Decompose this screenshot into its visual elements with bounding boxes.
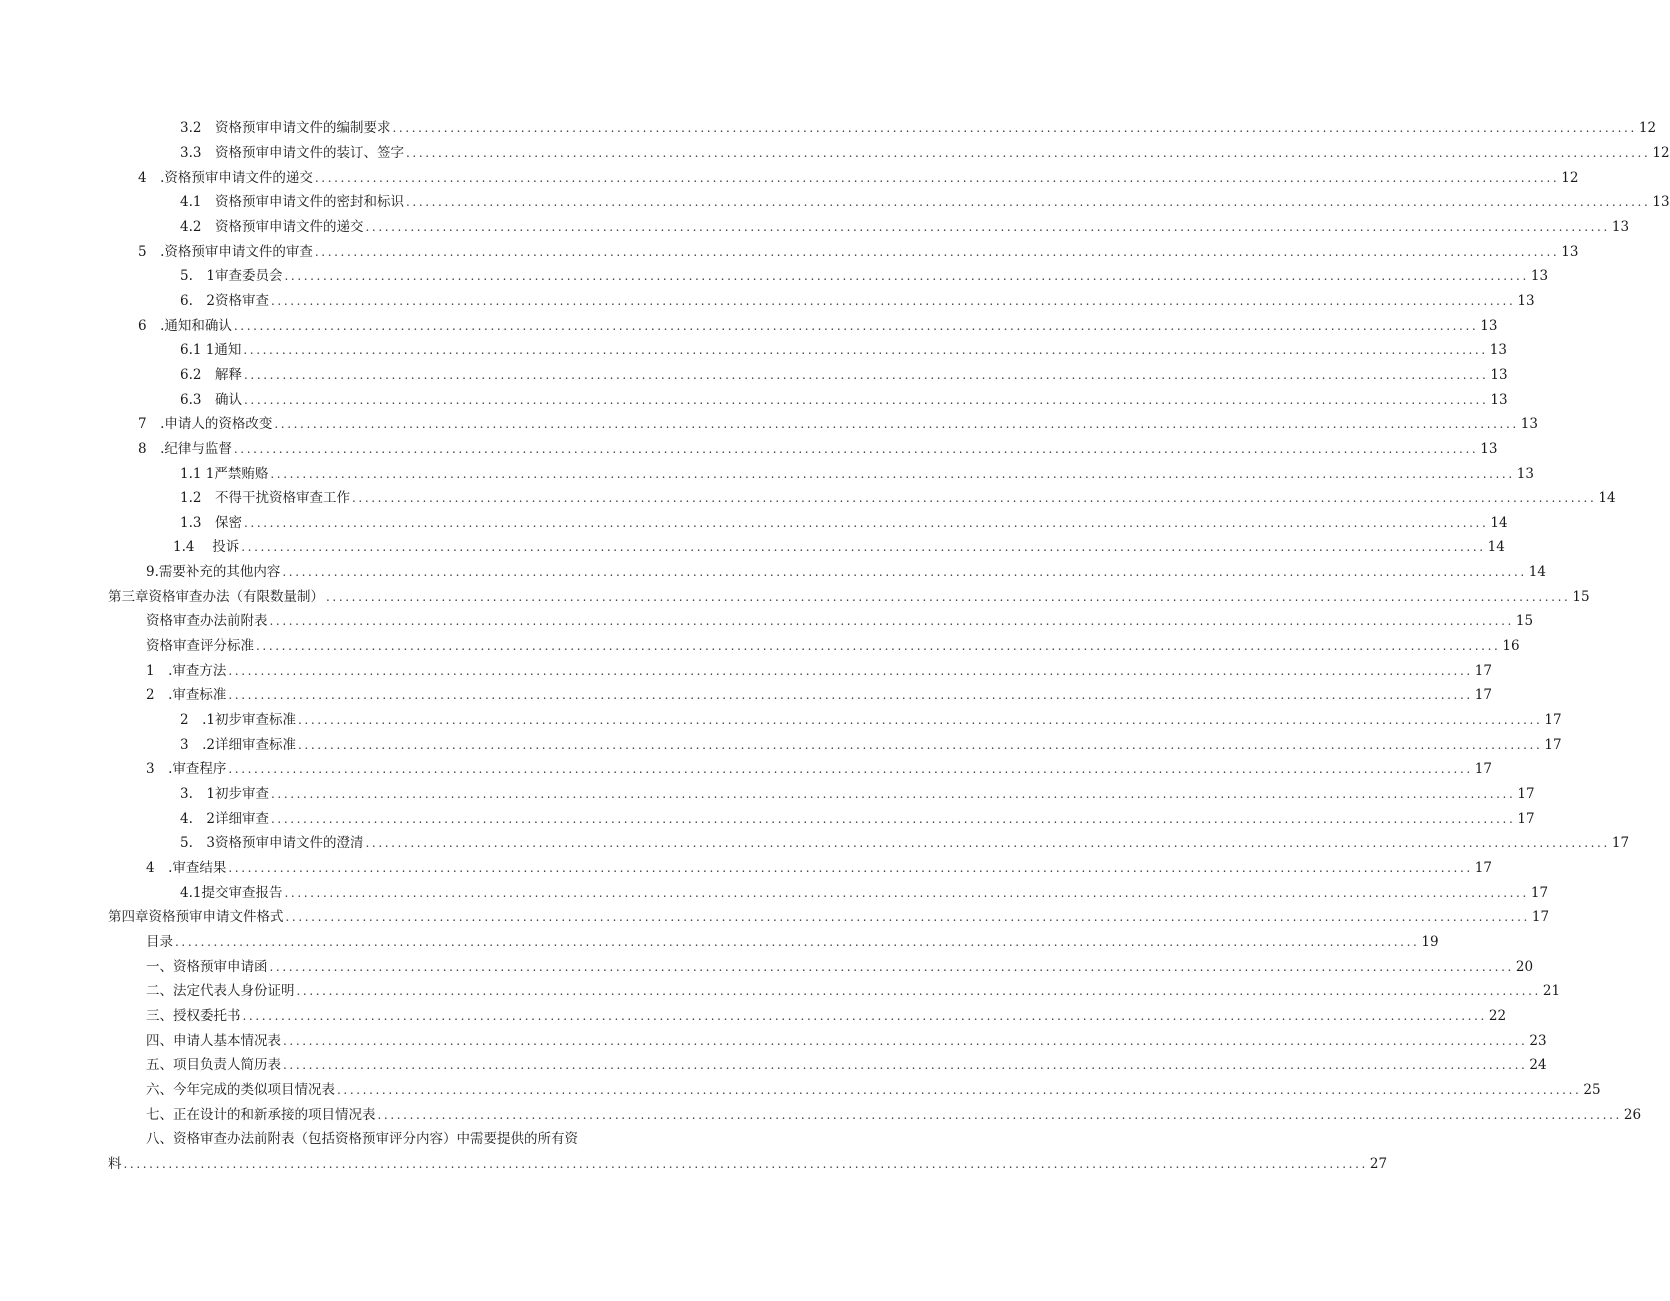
toc-entry[interactable] [180,265,1549,285]
toc-entry[interactable] [146,1079,1601,1099]
toc-entry-label: 9.需要补充的其他内容 [146,564,281,580]
toc-entry[interactable] [146,610,1534,630]
dot-leader: .................................................................................................................................................................................................. [233,319,1479,333]
toc-page-number: 13 [1561,244,1579,260]
toc-page-number: 13 [1489,342,1507,358]
toc-page-number: 14 [1487,539,1505,555]
toc-entry[interactable] [138,438,1498,458]
toc-entry[interactable] [173,536,1505,556]
toc-entry-label: 5. 3资格预审申请文件的澄清 [180,835,364,851]
toc-entry-label: 1.4 投诉 [173,539,240,555]
dot-leader: .................................................................................................................................................................................................. [233,442,1479,456]
toc-entry[interactable] [146,1005,1507,1025]
toc-entry[interactable] [180,339,1507,359]
toc-page-number: 13 [1611,219,1630,235]
toc-entry-label: 1.1 1严禁贿赂 [180,466,269,482]
toc-page-number: 13 [1516,466,1534,482]
toc-entry-label: 第四章资格预审申请文件格式 [108,909,284,925]
toc-entry-label: 3 .2详细审查标准 [180,737,296,753]
dot-leader: .................................................................................................................................................................................................. [377,1108,1622,1122]
dot-leader: .................................................................................................................................................................................................. [274,417,1519,431]
dot-leader: .................................................................................................................................................................................................. [365,220,1610,234]
dot-leader: .................................................................................................................................................................................................. [270,812,1516,826]
dot-leader: .................................................................................................................................................................................................. [243,343,1488,357]
toc-page-number: 13 [1520,416,1538,432]
dot-leader: .................................................................................................................................................................................................. [269,614,1514,628]
dot-leader: .................................................................................................................................................................................................. [270,787,1516,801]
toc-entry[interactable] [180,882,1549,902]
dot-leader: .................................................................................................................................................................................................. [228,861,1473,875]
toc-entry[interactable] [180,364,1508,384]
toc-entry[interactable] [146,857,1492,877]
toc-entry[interactable] [180,487,1616,507]
toc-entry[interactable] [180,389,1508,409]
toc-entry-label: 3.2 资格预审申请文件的编制要求 [180,120,391,136]
toc-page-number: 27 [1369,1156,1388,1172]
toc-entry[interactable] [180,117,1657,137]
toc-entry-label: 三、授权委托书 [146,1008,241,1024]
toc-entry-label: 二、法定代表人身份证明 [146,983,295,999]
toc-entry-label: 3 .审查程序 [146,761,227,777]
toc-entry-label: 7 .申请人的资格改变 [138,416,273,432]
toc-page-number: 14 [1528,564,1546,580]
toc-entry[interactable] [146,635,1520,655]
toc-entry-label: 6.2 解释 [180,367,242,383]
toc-entry[interactable] [146,1104,1642,1124]
toc-page-number: 13 [1530,268,1549,284]
toc-entry[interactable] [138,413,1538,433]
dot-leader: .................................................................................................................................................................................................. [243,393,1489,407]
dot-leader: .................................................................................................................................................................................................. [284,269,1529,283]
toc-page-number: 12 [1638,120,1657,136]
toc-page-number: 16 [1502,638,1520,654]
toc-entry[interactable] [146,684,1492,704]
toc-entry[interactable] [138,315,1498,335]
toc-entry-label: 4.1 资格预审申请文件的密封和标识 [180,194,404,210]
toc-entry-label: 6.3 确认 [180,392,242,408]
toc-entry-label: 资格审查评分标准 [146,638,254,654]
toc-entry[interactable] [146,660,1492,680]
dot-leader: .................................................................................................................................................................................................. [243,516,1489,530]
dot-leader: .................................................................................................................................................................................................. [175,935,1420,949]
dot-leader: .................................................................................................................................................................................................. [228,688,1473,702]
toc-page-number: 23 [1529,1033,1547,1049]
dot-leader: .................................................................................................................................................................................................. [123,1157,1368,1171]
toc-page-number: 17 [1517,786,1535,802]
toc-page-number: 24 [1529,1057,1547,1073]
dot-leader: .................................................................................................................................................................................................. [337,1083,1582,1097]
toc-entry-label: 1.3 保密 [180,515,242,531]
dot-leader: .................................................................................................................................................................................................. [228,762,1473,776]
toc-entry[interactable] [180,463,1534,483]
toc-page-number: 13 [1480,441,1498,457]
toc-page-number: 17 [1531,909,1550,925]
toc-entry-label: 资格审查办法前附表 [146,613,268,629]
dot-leader: .................................................................................................................................................................................................. [242,1009,1487,1023]
dot-leader: .................................................................................................................................................................................................. [314,245,1560,259]
toc-entry[interactable] [180,734,1562,754]
dot-leader: .................................................................................................................................................................................................. [285,910,1530,924]
toc-entry[interactable] [180,709,1562,729]
toc-page-number: 17 [1474,663,1492,679]
dot-leader: .................................................................................................................................................................................................. [365,836,1610,850]
toc-entry-label: 五、项目负责人简历表 [146,1057,281,1073]
dot-leader: .................................................................................................................................................................................................. [392,121,1637,135]
dot-leader: .................................................................................................................................................................................................. [296,984,1541,998]
toc-page-number: 20 [1515,959,1534,975]
toc-page-number: 17 [1611,835,1630,851]
dot-leader: .................................................................................................................................................................................................. [297,738,1543,752]
toc-entry-label: 四、申请人基本情况表 [146,1033,281,1049]
dot-leader: .................................................................................................................................................................................................. [351,491,1597,505]
toc-entry-label: 8 .纪律与监督 [138,441,232,457]
toc-entry-label: 1 .审查方法 [146,663,227,679]
dot-leader: .................................................................................................................................................................................................. [283,1058,1528,1072]
toc-entry-label: 3. 1初步审查 [180,786,269,802]
toc-page-number: 25 [1583,1082,1601,1098]
toc-page-number: 19 [1421,934,1439,950]
toc-entry-label: 3.3 资格预审申请文件的装订、签字 [180,145,404,161]
toc-entry-label: 6 .通知和确认 [138,318,232,334]
toc-entry-label: 目录 [146,934,173,950]
toc-entry[interactable] [138,167,1579,187]
toc-page-number: 15 [1572,589,1590,605]
toc-entry-label: 6.1 1通知 [180,342,242,358]
toc-entry[interactable] [180,832,1630,852]
toc-entry-label: 六、今年完成的类似项目情况表 [146,1082,335,1098]
toc-entry[interactable] [146,758,1492,778]
toc-entry-label: 4. 2详细审查 [180,811,269,827]
toc-entry[interactable] [108,906,1550,926]
toc-entry[interactable] [108,1153,1388,1173]
dot-leader: .................................................................................................................................................................................................. [270,467,1515,481]
toc-page-number: 14 [1490,515,1508,531]
toc-page-number: 17 [1474,860,1492,876]
dot-leader: .................................................................................................................................................................................................. [243,368,1489,382]
dot-leader: .................................................................................................................................................................................................. [256,639,1501,653]
toc-page-number: 13 [1652,194,1670,210]
toc-entry[interactable] [180,216,1630,236]
toc-entry-label: 料 [108,1156,122,1172]
toc-page-number: 17 [1474,687,1492,703]
dot-leader: .................................................................................................................................................................................................. [228,664,1473,678]
toc-entry-label: 1.2 不得干扰资格审查工作 [180,490,350,506]
toc-page-number: 13 [1490,392,1508,408]
toc-entry[interactable] [146,980,1561,1000]
toc-entry-label: 4 .资格预审申请文件的递交 [138,170,313,186]
toc-entry[interactable] [180,142,1670,162]
dot-leader: .................................................................................................................................................................................................. [405,146,1651,160]
toc-entry-label: 2 .审查标准 [146,687,227,703]
toc-entry[interactable] [138,241,1579,261]
toc-page-number: 21 [1542,983,1561,999]
toc-entry-label: 4 .审查结果 [146,860,227,876]
toc-entry-wrapped-line[interactable]: 八、资格审查办法前附表（包括资格预审评分内容）中需要提供的所有资 [146,1131,578,1147]
toc-page-number: 13 [1490,367,1508,383]
toc-page-number: 17 [1544,712,1562,728]
toc-page-number: 17 [1517,811,1535,827]
toc-entry[interactable] [146,561,1546,581]
dot-leader: .................................................................................................................................................................................................. [270,294,1516,308]
toc-page-number: 22 [1488,1008,1507,1024]
dot-leader: .................................................................................................................................................................................................. [297,713,1543,727]
toc-entry[interactable] [146,1030,1547,1050]
toc-entry[interactable] [180,512,1508,532]
toc-page-number: 17 [1544,737,1562,753]
toc-entry[interactable] [146,956,1534,976]
toc-entry-label: 5. 1审查委员会 [180,268,283,284]
toc-entry-label: 4.1提交审查报告 [180,885,283,901]
toc-entry[interactable] [180,808,1535,828]
dot-leader: .................................................................................................................................................................................................. [326,590,1571,604]
toc-page-number: 26 [1623,1107,1642,1123]
toc-page-number: 12 [1652,145,1670,161]
toc-page-number: 13 [1480,318,1498,334]
dot-leader: .................................................................................................................................................................................................. [269,960,1514,974]
toc-entry[interactable] [180,191,1670,211]
dot-leader: .................................................................................................................................................................................................. [284,886,1529,900]
toc-entry-label: 4.2 资格预审申请文件的递交 [180,219,364,235]
toc-entry-label: 第三章资格审查办法（有限数量制） [108,589,324,605]
toc-entry-label: 七、正在设计的和新承接的项目情况表 [146,1107,376,1123]
dot-leader: .................................................................................................................................................................................................. [405,195,1651,209]
toc-entry[interactable] [146,1054,1547,1074]
toc-page-number: 15 [1515,613,1534,629]
dot-leader: .................................................................................................................................................................................................. [282,565,1527,579]
toc-page-number: 17 [1474,761,1492,777]
toc-page-number: 13 [1517,293,1535,309]
toc-page-number: 17 [1530,885,1549,901]
toc-page-number: 14 [1598,490,1616,506]
dot-leader: .................................................................................................................................................................................................. [314,171,1560,185]
toc-entry[interactable] [180,290,1535,310]
toc-entry-label: 一、资格预审申请函 [146,959,268,975]
toc-page-number: 12 [1561,170,1579,186]
toc-entry[interactable] [180,783,1535,803]
dot-leader: .................................................................................................................................................................................................. [241,540,1486,554]
toc-entry-label: 2 .1初步审查标准 [180,712,296,728]
dot-leader: .................................................................................................................................................................................................. [283,1034,1528,1048]
toc-entry-label: 5 .资格预审申请文件的审查 [138,244,313,260]
toc-entry[interactable] [146,931,1439,951]
toc-entry[interactable] [108,586,1590,606]
toc-entry-label: 6. 2资格审查 [180,293,269,309]
